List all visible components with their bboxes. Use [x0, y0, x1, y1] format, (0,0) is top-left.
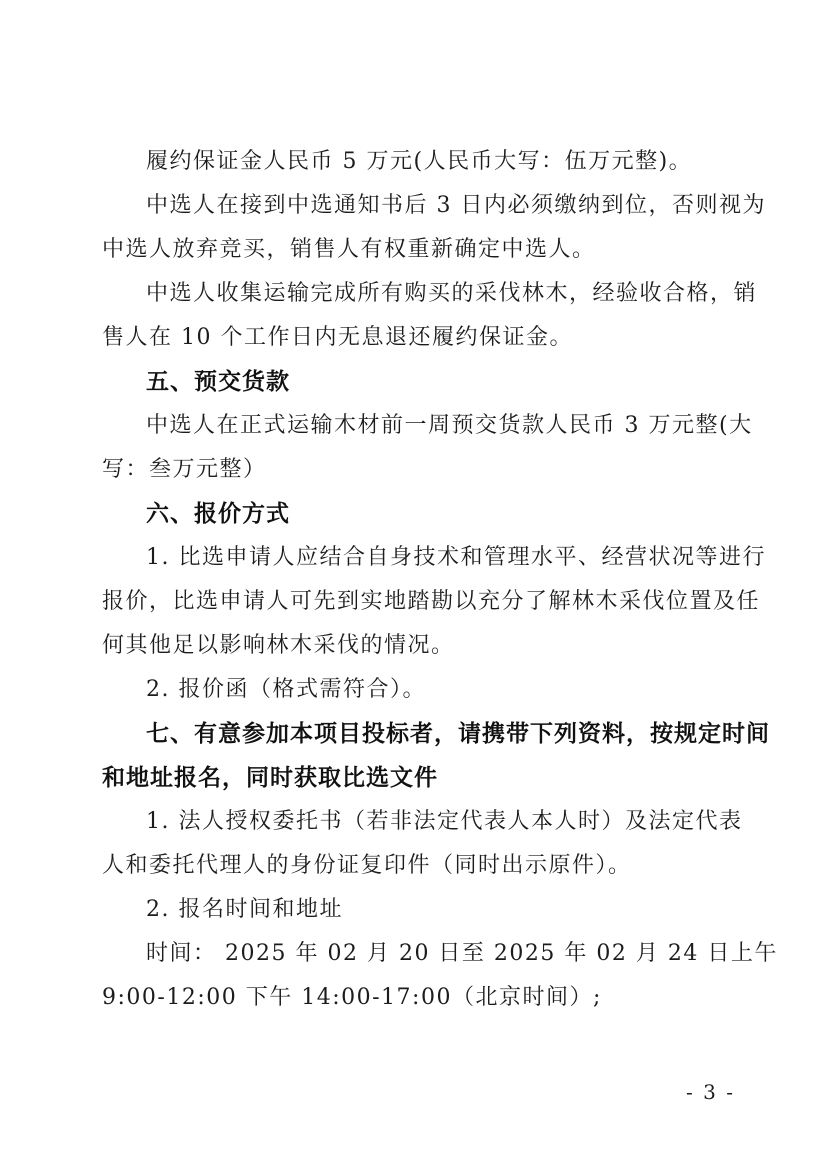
document-body [102, 140, 778, 1020]
document-line: 9:00-12:00 下午 14:00-17:00（北京时间）; [102, 985, 602, 1010]
document-line: 1. 法人授权委托书（若非法定代表人本人时）及法定代表 [146, 809, 743, 834]
document-line: 何其他足以影响林木采伐的情况。 [102, 633, 455, 658]
document-line: 中选人在接到中选通知书后 3 日内必须缴纳到位，否则视为 [146, 193, 766, 218]
document-line: 写：叁万元整） [102, 457, 267, 482]
document-line: 2. 报价函（格式需符合）。 [146, 677, 426, 702]
section-heading: 和地址报名，同时获取比选文件 [102, 765, 438, 791]
document-line: 中选人在正式运输木材前一周预交货款人民币 3 万元整(大 [146, 413, 753, 438]
document-line: 时间： 2025 年 02 月 20 日至 2025 年 02 月 24 日上午 [146, 941, 778, 966]
section-heading: 七、有意参加本项目投标者，请携带下列资料，按规定时间 [146, 721, 770, 747]
document-line: 中选人放弃竞买，销售人有权重新确定中选人。 [102, 237, 596, 262]
section-heading: 六、报价方式 [146, 501, 290, 527]
document-line: 2. 报名时间和地址 [146, 897, 343, 922]
document-line: 售人在 10 个工作日内无息退还履约保证金。 [102, 325, 573, 350]
document-line: 人和委托代理人的身份证复印件（同时出示原件）。 [102, 853, 632, 878]
page-number: - 3 - [686, 1080, 735, 1104]
document-line: 中选人收集运输完成所有购买的采伐林木，经验收合格，销 [146, 281, 758, 306]
section-heading: 五、预交货款 [146, 369, 290, 395]
document-line: 1. 比选申请人应结合自身技术和管理水平、经营状况等进行 [146, 545, 766, 570]
document-line: 报价，比选申请人可先到实地踏勘以充分了解林木采伐位置及任 [102, 589, 761, 614]
document-line: 履约保证金人民币 5 万元(人民币大写：伍万元整)。 [146, 149, 693, 174]
